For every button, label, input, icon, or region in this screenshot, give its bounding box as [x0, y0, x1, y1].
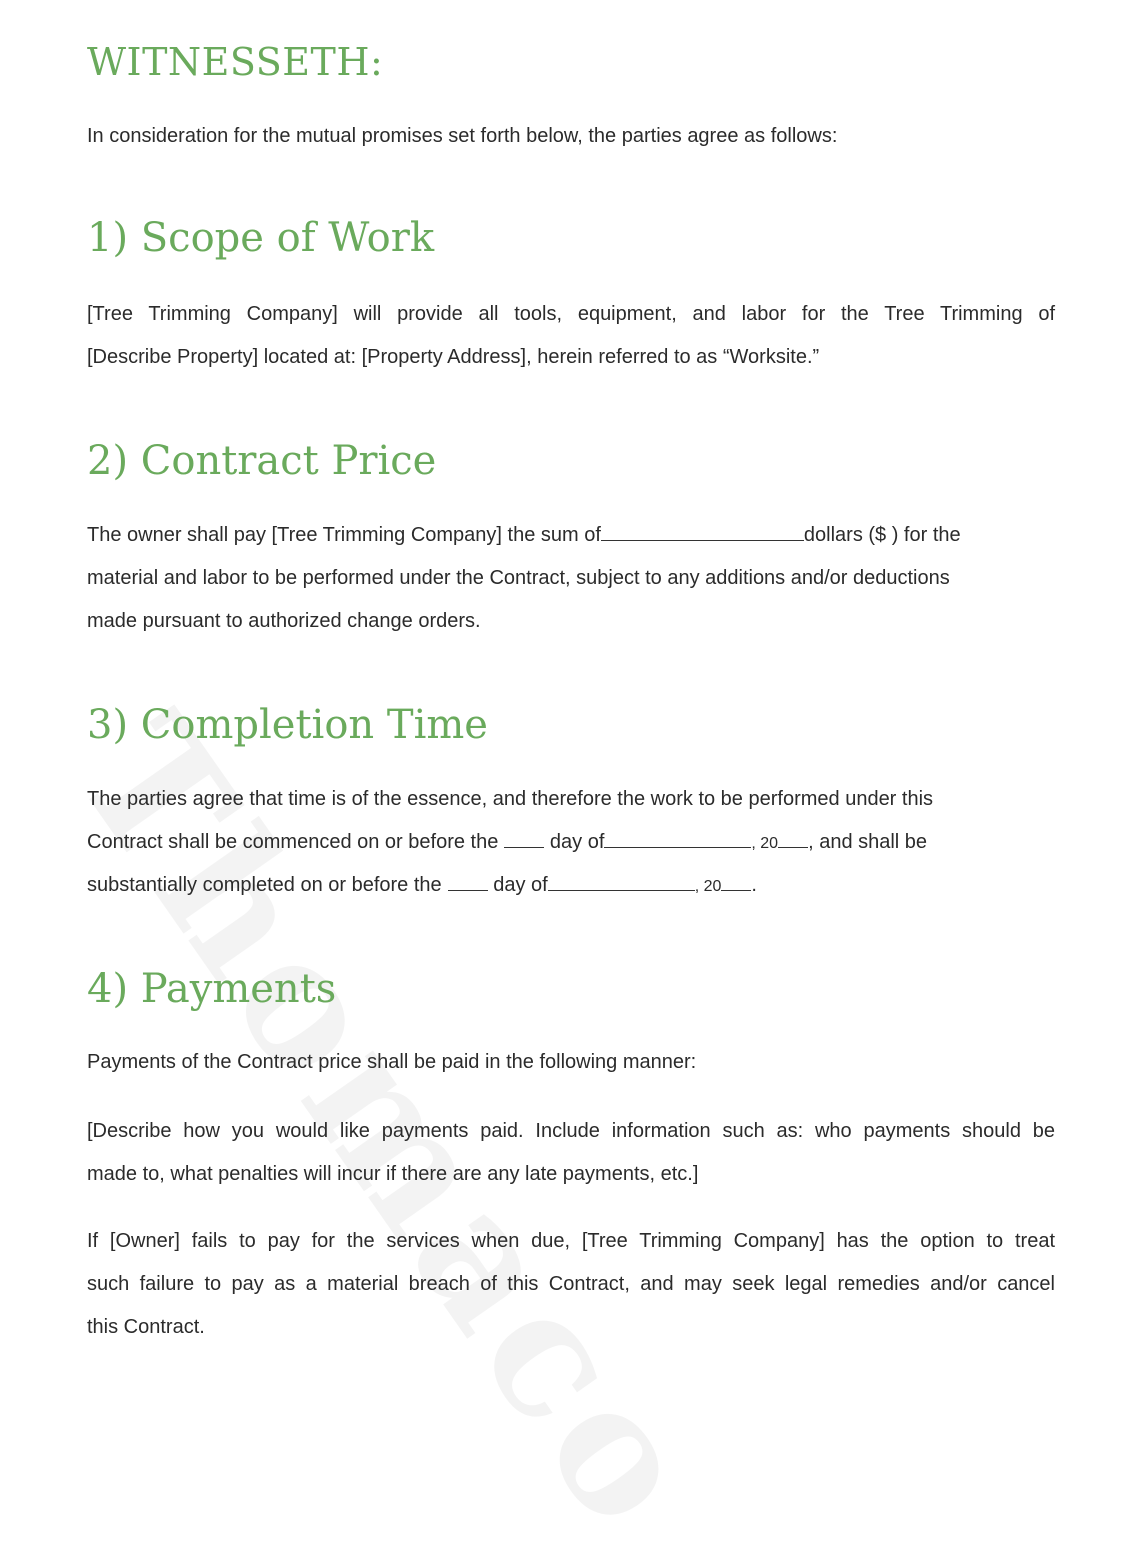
payments-heading: 4) Payments	[87, 966, 337, 1012]
price-line-2: material and labor to be performed under the Contract, subject to any additions and/or deductions	[87, 567, 950, 589]
intro-text: In consideration for the mutual promises set forth below, the parties agree as follows:	[87, 125, 838, 147]
completion-text-d: , and shall be	[808, 831, 928, 853]
completion-line-1: The parties agree that time is of the essence, and therefore the work to be performed under this	[87, 788, 934, 810]
payments-para-2-line-1: [Describe how you would like payments paid. Include information such as: who payments should be	[87, 1120, 1055, 1142]
commence-month-blank[interactable]	[604, 830, 751, 848]
complete-year-blank[interactable]	[721, 873, 751, 891]
price-line-1	[87, 523, 961, 547]
scope-line-1: [Tree Trimming Company] will provide all tools, equipment, and labor for the Tree Trimming of	[87, 303, 1055, 325]
price-text-a: The owner shall pay [Tree Trimming Company] the sum of	[87, 524, 601, 546]
complete-month-blank[interactable]	[548, 873, 695, 891]
price-line-3: made pursuant to authorized change orders.	[87, 610, 481, 632]
completion-line-3	[87, 873, 757, 899]
completion-text-c: , 20	[751, 835, 779, 852]
price-text-b: dollars ($ ) for the	[803, 524, 961, 546]
payments-para-3-line-1: If [Owner] fails to pay for the services when due, [Tree Trimming Company] has the option to treat	[87, 1230, 1055, 1252]
scope-line-2: [Describe Property] located at: [Property Address], herein referred to as “Worksite.”	[87, 346, 820, 368]
completion-line-2	[87, 830, 927, 856]
completion-heading: 3) Completion Time	[87, 702, 488, 748]
price-heading: 2) Contract Price	[87, 438, 437, 484]
complete-day-blank[interactable]	[448, 873, 488, 891]
completion-text-a: Contract shall be commenced on or before the	[87, 831, 499, 853]
witnesseth-heading: WITNESSETH:	[87, 40, 384, 84]
payments-para-3-line-2: such failure to pay as a material breach of this Contract, and may seek legal remedies and/or cancel	[87, 1273, 1055, 1295]
completion-text-h: .	[751, 874, 757, 896]
completion-text-b: day of	[549, 831, 605, 853]
commence-day-blank[interactable]	[504, 830, 544, 848]
sum-blank-field[interactable]	[601, 523, 804, 541]
commence-year-blank[interactable]	[778, 830, 808, 848]
payments-para-2-line-2: made to, what penalties will incur if there are any late payments, etc.]	[87, 1163, 699, 1185]
payments-para-1: Payments of the Contract price shall be paid in the following manner:	[87, 1051, 697, 1073]
completion-text-e: substantially completed on or before the	[87, 874, 442, 896]
payments-para-3-line-3: this Contract.	[87, 1316, 205, 1338]
scope-heading: 1) Scope of Work	[87, 215, 435, 261]
completion-text-f: day of	[493, 874, 548, 896]
completion-text-g: , 20	[694, 878, 722, 895]
